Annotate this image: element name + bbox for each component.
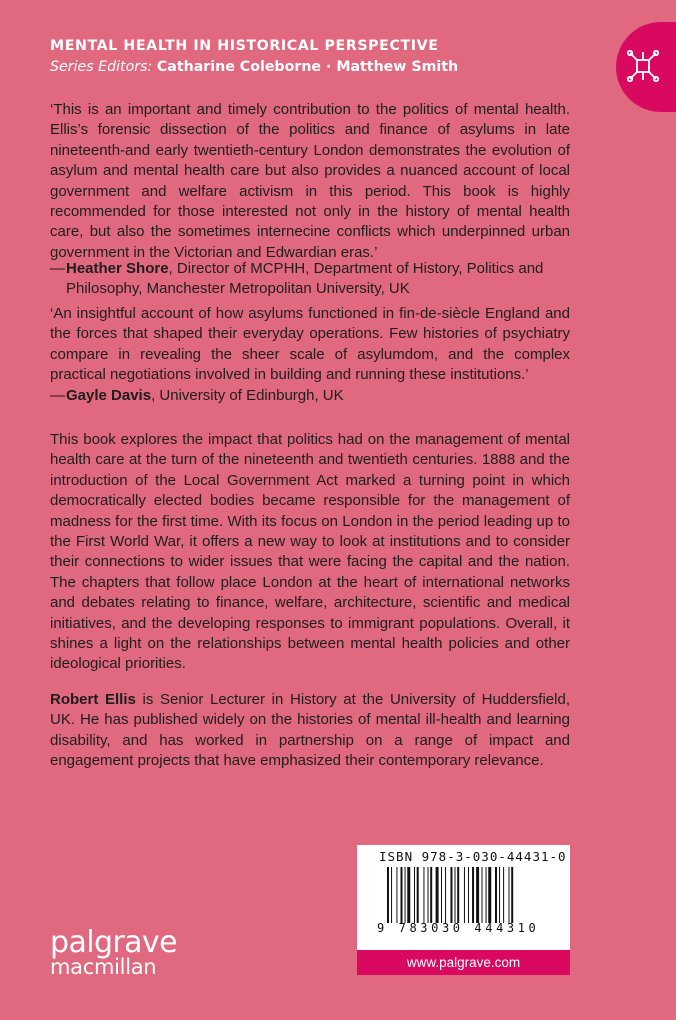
- em-dash: —: [50, 260, 65, 277]
- series-editors: [50, 59, 458, 75]
- attribution-body: [50, 259, 570, 300]
- isbn-label: ISBN 978-3-030-44431-0: [379, 849, 567, 864]
- endorser-affiliation: , University of Edinburgh, UK: [151, 387, 344, 404]
- description-text: This book explores the impact that politics had on the management of mental health care at the turn of the nineteenth and twentieth centuries. 1888 and the introduction of the Local Government Act marked a turning point in which democratically elected bodies became responsible for the management of madness for the first time. With its focus on London in the period leading up to the First World War, it offers a new way to look at institutions and to consider their connections to wider issues that were facing the capital and the nation. The chapters that follow place London at the heart of international networks and debates relating to finance, welfare, architecture, scientific and medical initiatives, and the developing responses to immigrant populations. Overall, it shines a light on the relationships between mental health policies and other ideological priorities.: [50, 431, 570, 673]
- series-editors-label: Series Editors:: [50, 59, 153, 75]
- publisher-logo-palgrave: palgrave: [50, 925, 177, 960]
- series-editors-names: Catharine Coleborne · Matthew Smith: [156, 59, 459, 75]
- author-bio: [50, 690, 570, 772]
- endorsement-quote-1: [50, 100, 570, 263]
- endorser-name: Gayle Davis: [66, 387, 152, 404]
- quote-text: ‘This is an important and timely contribution to the politics of mental health. Ellis’s forensic dissection of the politics and finance of asylums in late nineteenth-and early twentieth-century London demonstrates the evolution of asylum and mental health care but also provides a nuanced account of local government and welfare activism in this period. This book is highly recommended for those interested not only in the history of mental health care, but also the sometimes internecine conflicts which underpinned urban government in the Victorian and Edwardian eras.’: [50, 101, 570, 261]
- publisher-website[interactable]: www.palgrave.com: [357, 950, 570, 975]
- endorsement-attribution-2: [50, 386, 570, 406]
- attribution-body: [50, 386, 570, 406]
- series-logo-tab: [616, 22, 676, 112]
- author-bio-text: is Senior Lecturer in History at the University of Huddersfield, UK. He has published widely on the histories of mental ill-health and learning disability, and has worked in partnership on a range of impact and engagement projects that have emphasized their contemporary relevance.: [50, 691, 570, 770]
- endorsement-attribution-1: [50, 259, 570, 300]
- book-description: [50, 430, 570, 675]
- isbn-barcode-box: [357, 845, 570, 958]
- endorser-name: Heather Shore: [66, 260, 169, 277]
- endorsement-quote-2: [50, 304, 570, 386]
- em-dash: —: [50, 387, 65, 404]
- publisher-logo-macmillan: macmillan: [50, 955, 157, 979]
- author-name: Robert Ellis: [50, 691, 136, 708]
- quote-text: ‘An insightful account of how asylums functioned in fin-de-siècle England and the forces that shaped their everyday operations. Few histories of psychiatry compare in revealing the sheer scale of asylumdom, and the complex practical negotiations involved in building and running these institutions.’: [50, 305, 570, 384]
- endorser-affiliation: , Director of MCPHH, Department of History, Politics and Philosophy, Manchester Metropolitan University, UK: [66, 260, 544, 298]
- barcode-icon: [387, 867, 547, 923]
- network-node-icon: [626, 49, 660, 83]
- isbn-digits: 9 783030 444310: [377, 921, 540, 935]
- series-title: MENTAL HEALTH IN HISTORICAL PERSPECTIVE: [50, 38, 439, 54]
